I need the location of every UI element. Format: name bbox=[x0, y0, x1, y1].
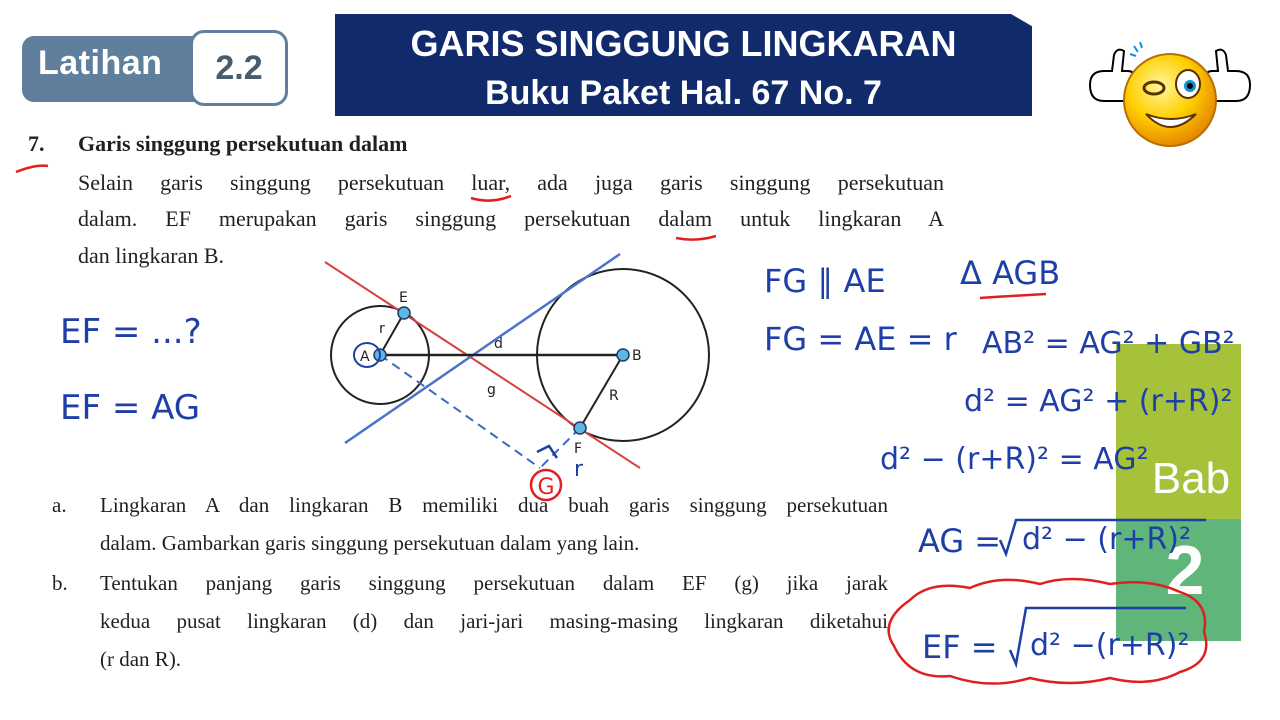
label-a: A bbox=[360, 349, 370, 365]
label-side-r: r bbox=[574, 457, 584, 482]
point-b bbox=[617, 349, 629, 361]
note-eq1: AB² = AG² + GB² bbox=[982, 326, 1235, 361]
item-b-line-2: kedua pusat lingkaran (d) dan jari-jari masing-masing lingkaran diketahui bbox=[100, 609, 888, 633]
label-r: r bbox=[379, 321, 385, 337]
paragraph-line-2: dalam. EF merupakan garis singgung persekutuan dalam untuk lingkaran A bbox=[78, 206, 944, 231]
underline-triangle bbox=[980, 294, 1046, 298]
item-b-line-3: (r dan R). bbox=[100, 647, 182, 671]
paragraph-line-3: dan lingkaran B. bbox=[78, 243, 225, 268]
note-ef-ag: EF = AG bbox=[60, 388, 201, 428]
note-eq4-radicand: d² − (r+R)² bbox=[1022, 522, 1192, 557]
tangent-line-other bbox=[345, 254, 620, 443]
label-f: F bbox=[574, 441, 583, 457]
question-number: 7. bbox=[28, 131, 45, 156]
label-e: E bbox=[399, 290, 408, 306]
chapter-label: Bab bbox=[1151, 454, 1231, 503]
label-d: d bbox=[494, 336, 503, 352]
underline-number bbox=[16, 166, 48, 172]
item-b-line-1: Tentukan panjang garis singgung persekutuan dalam EF (g) jika jarak bbox=[100, 571, 888, 595]
item-a-letter: a. bbox=[52, 493, 67, 517]
underline-dalam bbox=[676, 236, 716, 240]
note-parallel: FG ∥ AE bbox=[764, 262, 886, 300]
note-eq4-lhs: AG = bbox=[918, 522, 1002, 560]
note-triangle: Δ AGB bbox=[960, 254, 1061, 292]
item-b-letter: b. bbox=[52, 571, 68, 595]
note-eq5-lhs: EF = bbox=[922, 628, 998, 666]
note-fg-ae: FG = AE = r bbox=[764, 320, 957, 358]
right-angle-mark bbox=[537, 446, 557, 458]
label-g: g bbox=[487, 382, 496, 398]
note-eq3: d² − (r+R)² = AG² bbox=[880, 442, 1149, 477]
underline-luar bbox=[471, 196, 511, 201]
paragraph-line-1: Selain garis singgung persekutuan luar, ada juga garis singgung persekutuan bbox=[78, 170, 944, 195]
banner-title: GARIS SINGGUNG LINGKARAN bbox=[410, 23, 957, 64]
question-title: Garis singgung persekutuan dalam bbox=[78, 131, 408, 156]
dashed-ag bbox=[380, 355, 540, 468]
label-g-point: G bbox=[537, 475, 555, 500]
latihan-label: Latihan bbox=[38, 44, 163, 82]
note-eq2: d² = AG² + (r+R)² bbox=[964, 384, 1233, 419]
item-a-line-2: dalam. Gambarkan garis singgung persekutuan dalam yang lain. bbox=[100, 531, 640, 555]
label-b: B bbox=[632, 348, 642, 364]
note-ef-question: EF = ...? bbox=[60, 312, 202, 352]
point-e bbox=[398, 307, 410, 319]
item-a-line-1: Lingkaran A dan lingkaran B memiliki dua buah garis singgung persekutuan bbox=[100, 493, 888, 517]
note-eq5-radicand: d² −(r+R)² bbox=[1030, 628, 1190, 663]
point-f bbox=[574, 422, 586, 434]
latihan-number: 2.2 bbox=[190, 30, 288, 106]
banner-subtitle: Buku Paket Hal. 67 No. 7 bbox=[485, 74, 882, 112]
label-rr: R bbox=[609, 388, 619, 404]
chapter-number: 2 bbox=[1165, 531, 1205, 609]
